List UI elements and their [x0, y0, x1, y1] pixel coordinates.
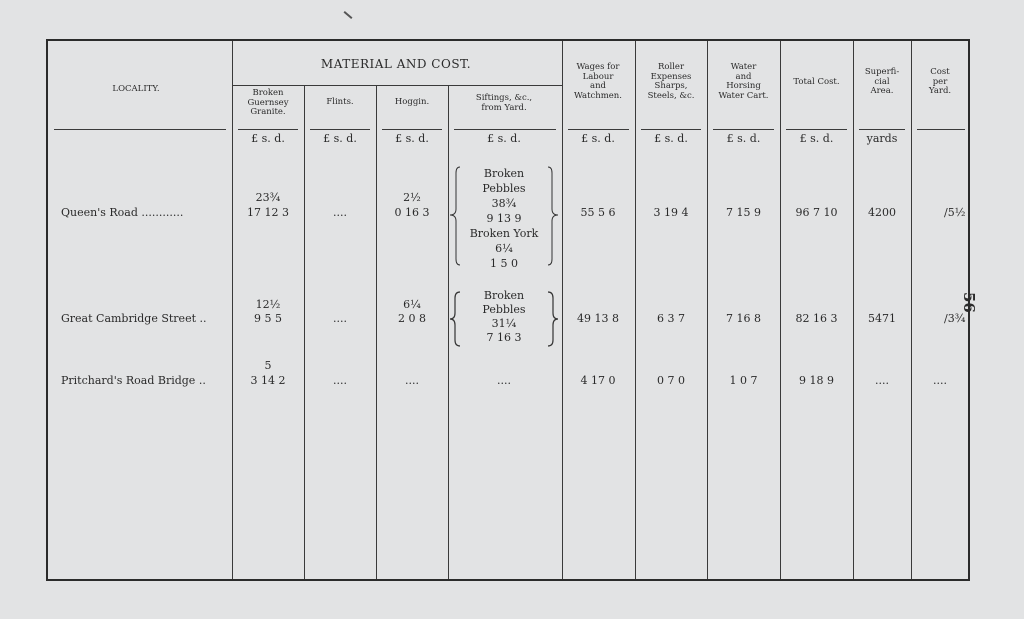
hoggin-cost: 0 16 3 — [394, 206, 430, 219]
siftings-cell: .... — [497, 374, 511, 387]
total-cell: 82 16 3 — [795, 312, 838, 325]
water-cell: 1 0 7 — [729, 374, 758, 387]
brace-icon — [446, 165, 562, 267]
total-cell: 96 7 10 — [795, 206, 838, 219]
header-cost-per-yard: Cost per Yard. — [928, 67, 952, 96]
hoggin-qty: 6¼ — [403, 298, 421, 311]
siftings-cell: Broken Pebbles 38¾ 9 13 9 Broken York 6¼ 1 5 0 — [469, 167, 539, 270]
locality-cell: Pritchard's Road Bridge .. — [61, 374, 206, 387]
cost-per-yard-cell: /3¾ — [944, 312, 966, 325]
water-cell: 7 15 9 — [726, 206, 761, 219]
unit-lsd: £ s. d. — [251, 132, 285, 145]
hoggin-cost: .... — [405, 374, 419, 387]
header-roller-expenses: Roller Expenses Sharps, Steels, &c. — [647, 62, 695, 101]
header-superficial-area: Superfi- cial Area. — [864, 67, 900, 96]
col-divider — [635, 41, 636, 579]
unit-lsd: £ s. d. — [726, 132, 761, 145]
col-divider — [911, 41, 912, 579]
locality-cell: Queen's Road ............ — [61, 206, 184, 219]
granite-cost: 17 12 3 — [247, 206, 289, 219]
header-underline — [641, 129, 701, 130]
unit-lsd: £ s. d. — [323, 132, 357, 145]
brace-icon — [446, 290, 562, 348]
cost-per-yard-cell: .... — [933, 374, 947, 387]
wages-cell: 4 17 0 — [580, 374, 616, 387]
header-underline — [454, 129, 556, 130]
flints-cell: .... — [333, 312, 347, 325]
siftings-cell: Broken Pebbles 31¼ 7 16 3 — [482, 289, 526, 344]
header-underline — [568, 129, 629, 130]
cost-per-yard-cell: /5½ — [944, 206, 966, 219]
header-underline — [238, 129, 298, 130]
header-total-cost: Total Cost. — [793, 77, 840, 87]
header-locality: LOCALITY. — [112, 84, 160, 94]
col-divider — [707, 41, 708, 579]
header-underline — [310, 129, 370, 130]
area-cell: 4200 — [868, 206, 896, 219]
locality-cell: Great Cambridge Street .. — [61, 312, 207, 325]
area-cell: 5471 — [868, 312, 896, 325]
header-underline — [786, 129, 847, 130]
water-cell: 7 16 8 — [726, 312, 761, 325]
wages-cell: 55 5 6 — [580, 206, 616, 219]
unit-lsd: £ s. d. — [581, 132, 615, 145]
flints-cell: .... — [333, 374, 347, 387]
col-divider — [780, 41, 781, 579]
header-underline — [54, 129, 226, 130]
hoggin-qty: 2½ — [403, 191, 421, 204]
total-cell: 9 18 9 — [799, 374, 834, 387]
hoggin-cost: 2 0 8 — [398, 312, 426, 325]
header-granite: Broken Guernsey Granite. — [247, 88, 289, 117]
granite-cost: 9 5 5 — [254, 312, 282, 325]
header-siftings: Siftings, &c., from Yard. — [475, 93, 533, 113]
granite-qty: 23¾ — [255, 191, 281, 204]
col-divider — [853, 41, 854, 579]
roller-cell: 0 7 0 — [657, 374, 685, 387]
granite-cost: 3 14 2 — [250, 374, 286, 387]
roller-cell: 6 3 7 — [657, 312, 685, 325]
scan-mark — [344, 11, 353, 19]
granite-qty: 12½ — [255, 298, 281, 311]
header-wages: Wages for Labour and Watchmen. — [574, 62, 622, 101]
header-underline — [859, 129, 905, 130]
header-hoggin: Hoggin. — [394, 97, 430, 107]
header-flints: Flints. — [326, 97, 354, 107]
col-divider — [376, 85, 377, 579]
roller-cell: 3 19 4 — [653, 206, 689, 219]
header-underline — [713, 129, 774, 130]
page-number: 56 — [960, 292, 978, 313]
header-underline — [917, 129, 965, 130]
header-water-horsing: Water and Horsing Water Cart. — [718, 62, 769, 101]
area-cell: .... — [875, 374, 889, 387]
unit-lsd: £ s. d. — [487, 132, 521, 145]
header-subline — [232, 85, 562, 86]
wages-cell: 49 13 8 — [577, 312, 619, 325]
unit-lsd: £ s. d. — [799, 132, 834, 145]
header-material-and-cost: MATERIAL AND COST. — [320, 57, 472, 71]
header-underline — [382, 129, 442, 130]
col-divider — [562, 41, 563, 579]
unit-lsd: £ s. d. — [654, 132, 688, 145]
flints-cell: .... — [333, 206, 347, 219]
unit-lsd: £ s. d. — [395, 132, 429, 145]
unit-yards: yards — [866, 132, 898, 145]
col-divider — [304, 85, 305, 579]
granite-qty: 5 — [264, 359, 272, 372]
